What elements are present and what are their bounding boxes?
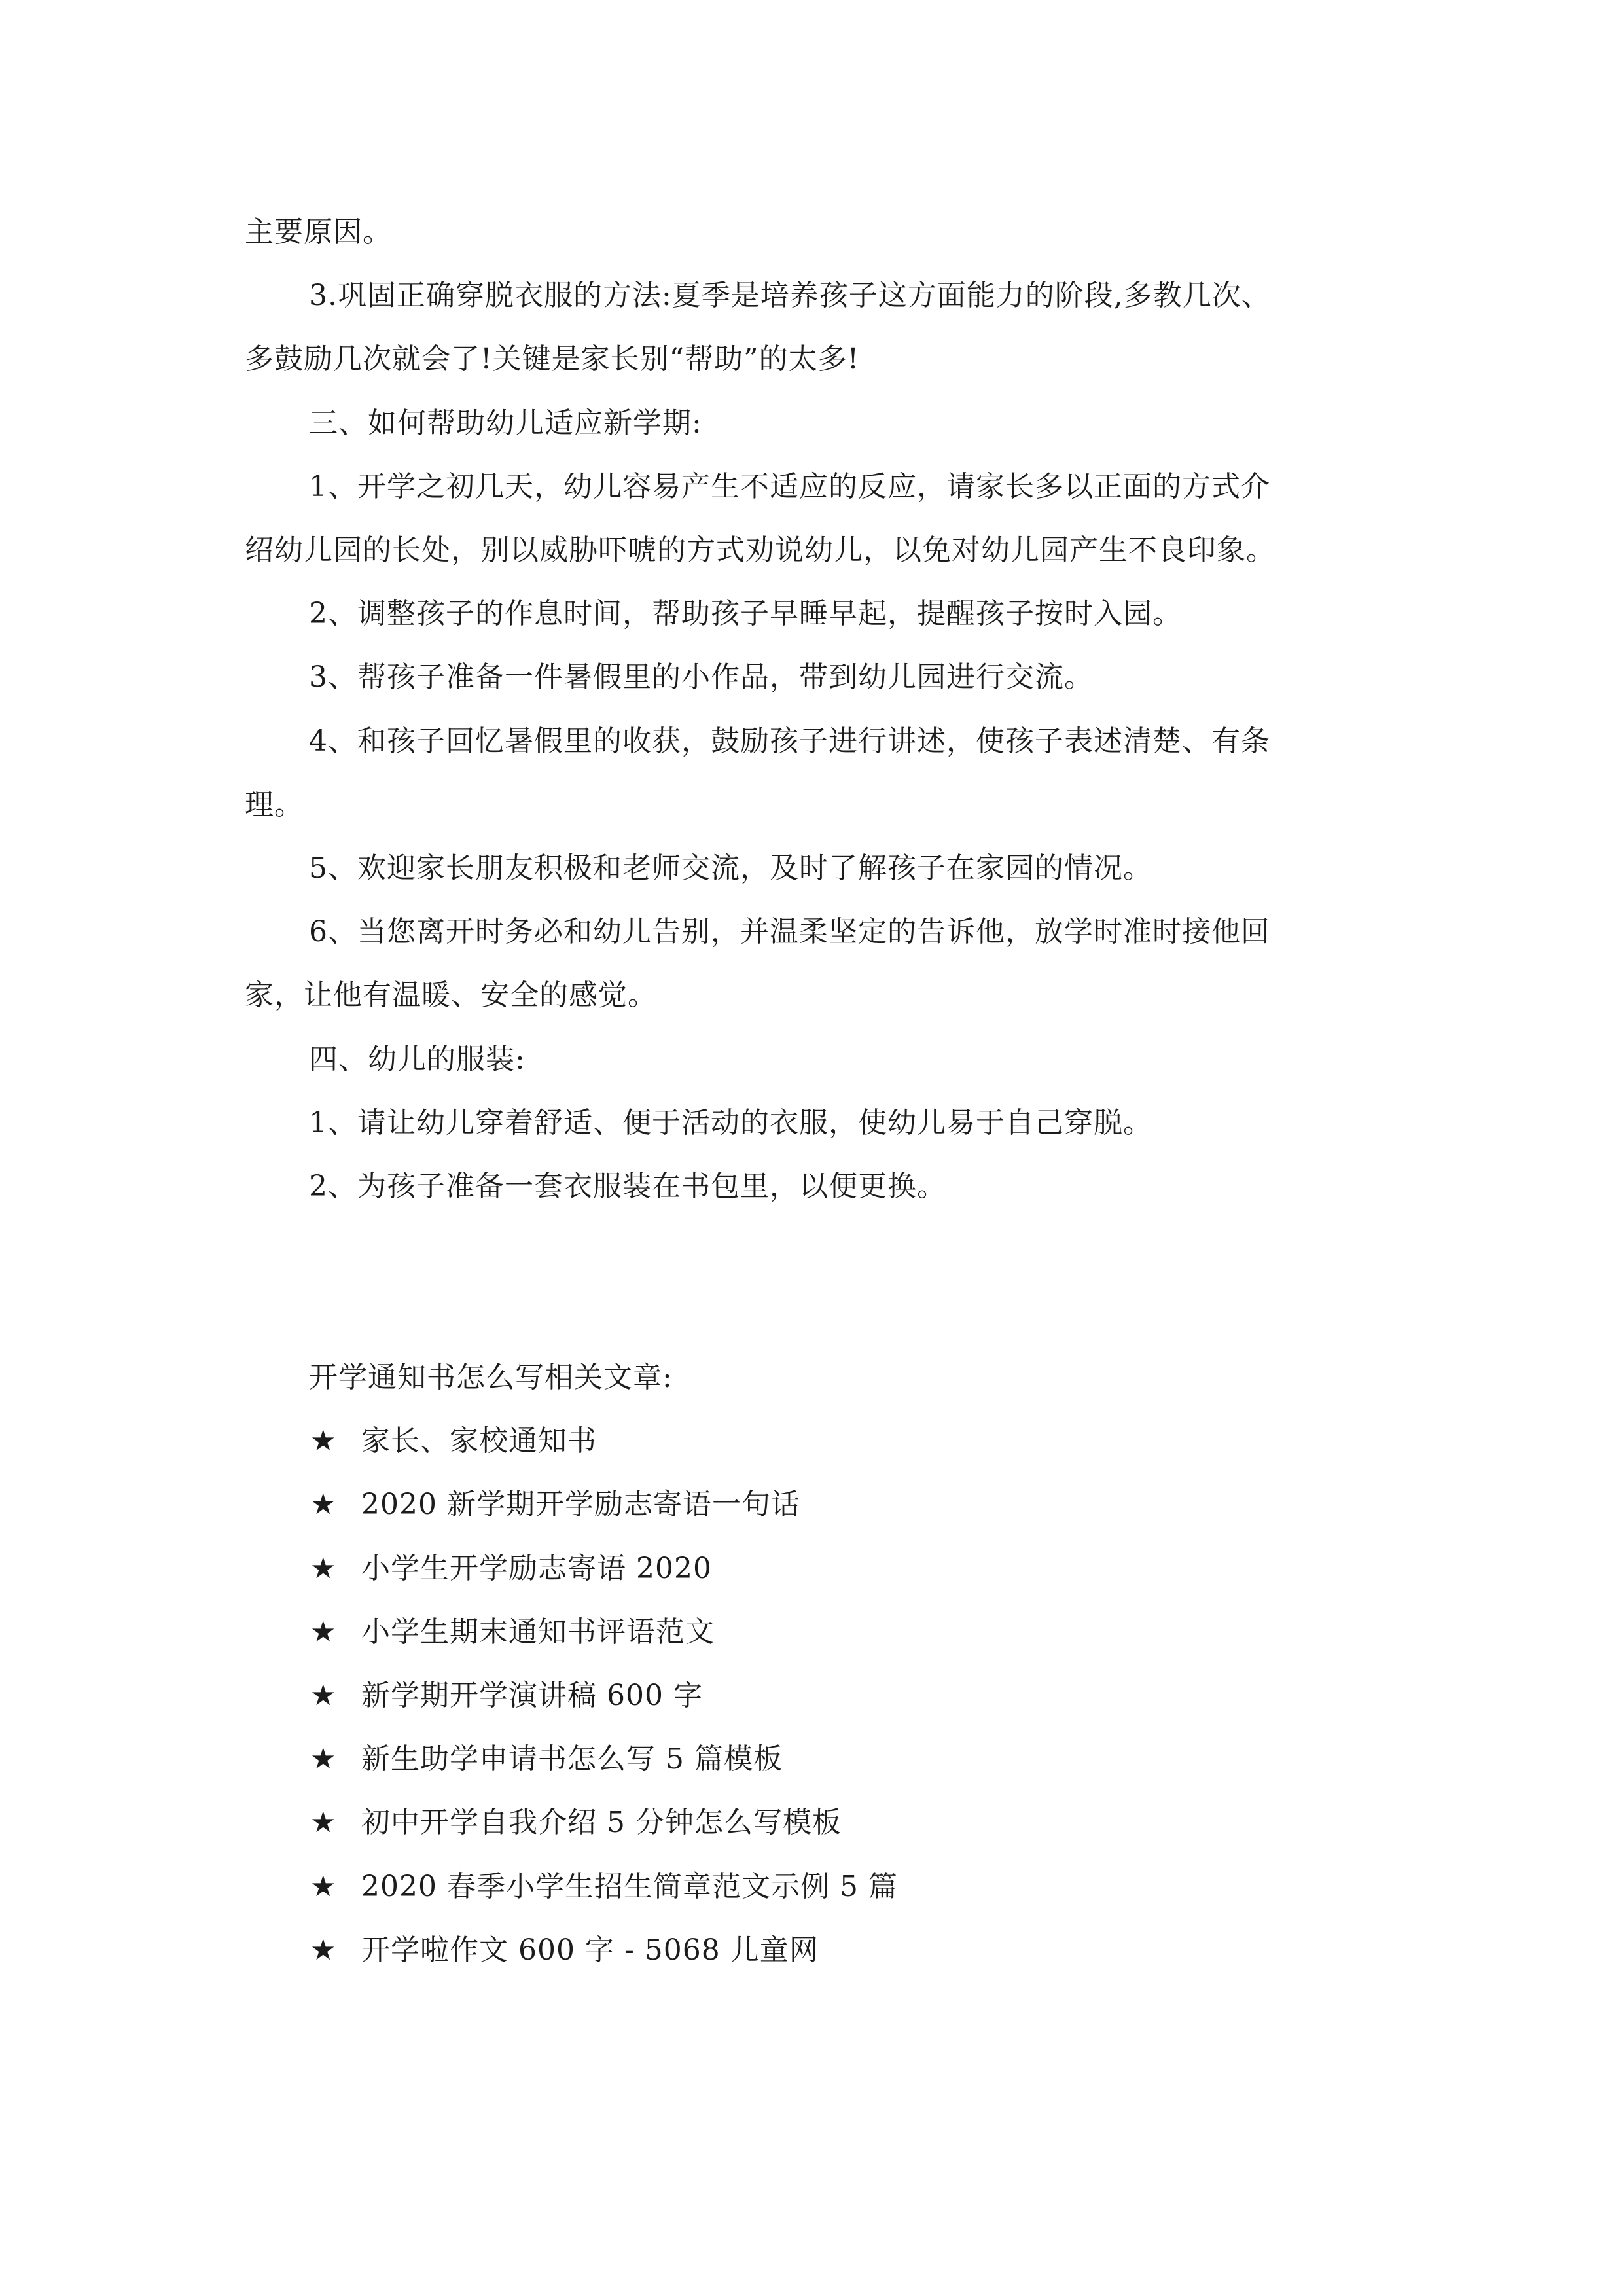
star-icon: ★	[310, 1615, 337, 1649]
related-article-link[interactable]	[310, 1545, 712, 1587]
related-article-title: 新学期开学演讲稿 600 字	[361, 1679, 703, 1712]
paragraph-line: 4、和孩子回忆暑假里的收获，鼓励孩子进行讲述，使孩子表述清楚、有条	[309, 725, 1270, 758]
star-icon: ★	[310, 1742, 337, 1776]
related-articles-heading: 开学通知书怎么写相关文章:	[309, 1361, 673, 1394]
related-article-link[interactable]	[310, 1799, 842, 1840]
related-article-link[interactable]	[310, 1926, 819, 1968]
paragraph-line: 6、当您离开时务必和幼儿告别，并温柔坚定的告诉他，放学时准时接他回	[309, 915, 1270, 948]
star-icon: ★	[310, 1488, 337, 1521]
paragraph-line: 理。	[245, 788, 304, 821]
star-icon: ★	[310, 1552, 337, 1585]
related-article-link[interactable]	[310, 1417, 597, 1459]
paragraph-line: 多鼓励几次就会了!关键是家长别“帮助”的太多!	[245, 342, 860, 376]
star-icon: ★	[310, 1806, 337, 1839]
related-article-title: 开学啦作文 600 字 - 5068 儿童网	[361, 1933, 819, 1967]
related-article-title: 小学生期末通知书评语范文	[361, 1615, 715, 1649]
paragraph-line: 5、欢迎家长朋友积极和老师交流，及时了解孩子在家园的情况。	[309, 852, 1152, 885]
star-icon: ★	[310, 1424, 337, 1458]
related-article-link[interactable]	[310, 1480, 800, 1522]
related-article-title: 新生助学申请书怎么写 5 篇模板	[361, 1742, 783, 1776]
related-article-title: 小学生开学励志寄语 2020	[361, 1552, 712, 1585]
related-article-title: 2020 春季小学生招生简章范文示例 5 篇	[361, 1870, 898, 1903]
paragraph-line: 1、开学之初几天，幼儿容易产生不适应的反应，请家长多以正面的方式介	[309, 470, 1270, 503]
star-icon: ★	[310, 1933, 337, 1967]
star-icon: ★	[310, 1870, 337, 1903]
paragraph-line: 主要原因。	[245, 215, 392, 249]
related-article-link[interactable]	[310, 1672, 703, 1713]
section-heading: 四、幼儿的服装:	[309, 1043, 526, 1076]
paragraph-line: 2、为孩子准备一套衣服装在书包里，以便更换。	[309, 1170, 946, 1203]
paragraph-line: 绍幼儿园的长处，别以威胁吓唬的方式劝说幼儿，以免对幼儿园产生不良印象。	[245, 533, 1275, 567]
paragraph-line: 3.巩固正确穿脱衣服的方法:夏季是培养孩子这方面能力的阶段,多教几次、	[309, 279, 1271, 312]
paragraph-line: 2、调整孩子的作息时间，帮助孩子早睡早起，提醒孩子按时入园。	[309, 597, 1182, 630]
paragraph-line: 3、帮孩子准备一件暑假里的小作品，带到幼儿园进行交流。	[309, 660, 1094, 694]
related-article-link[interactable]	[310, 1608, 715, 1650]
related-article-title: 2020 新学期开学励志寄语一句话	[361, 1488, 800, 1521]
related-article-link[interactable]	[310, 1735, 783, 1777]
star-icon: ★	[310, 1679, 337, 1712]
paragraph-line: 1、请让幼儿穿着舒适、便于活动的衣服，使幼儿易于自己穿脱。	[309, 1106, 1152, 1139]
paragraph-line: 家，让他有温暖、安全的感觉。	[245, 978, 657, 1012]
related-article-title: 家长、家校通知书	[361, 1424, 597, 1458]
related-article-title: 初中开学自我介绍 5 分钟怎么写模板	[361, 1806, 842, 1839]
section-heading: 三、如何帮助幼儿适应新学期:	[309, 406, 702, 440]
related-article-link[interactable]	[310, 1863, 898, 1905]
